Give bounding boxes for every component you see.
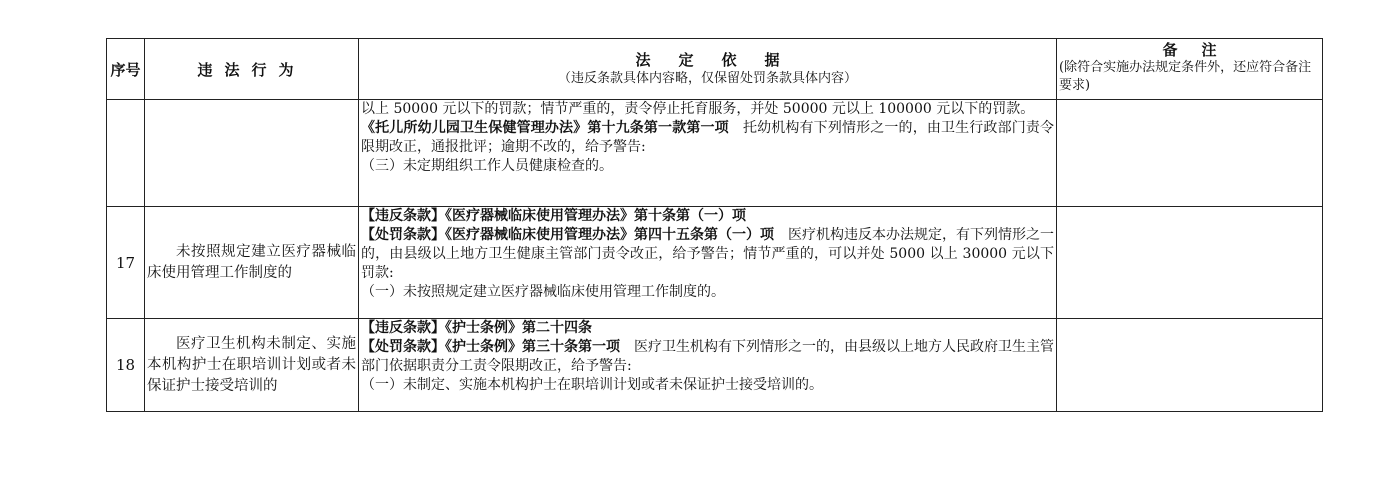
violation-clause: 【违反条款】《护士条例》第二十四条 [361,320,592,336]
header-note [1057,39,1323,100]
header-basis-title: 法定依据 [635,51,808,69]
row-seq: 17 [107,207,145,319]
basis-line [361,226,1054,283]
table-row [107,100,1323,207]
penalty-text: 医疗机构违反本办法规定，有下列情形之一的，由县级以上地方卫生健康主管部门责令改正，给予警告；情节严重的，可以并处 5000 以上 30000 元以下罚款: [361,227,1054,281]
header-act: 违法行为 [145,39,359,100]
row-act-text: 医疗卫生机构未制定、实施本机构护士在职培训计划或者未保证护士接受培训的 [147,335,356,394]
row-act [145,100,359,207]
row-note [1057,100,1323,207]
basis-line: 以上 50000 元以下的罚款；情节严重的，责令停止托育服务，并处 50000 元以上 100000 元以下的罚款。 [361,101,1035,117]
row-basis [359,319,1057,412]
penalty-text: 医疗卫生机构有下列情形之一的，由县级以上地方人民政府卫生主管部门依据职责分工责令限期改正，给予警告: [361,339,1054,374]
row-basis [359,100,1057,207]
basis-line [361,207,1054,226]
basis-line: （一）未制定、实施本机构护士在职培训计划或者未保证护士接受培训的。 [361,377,823,393]
row-note [1057,319,1323,412]
table-row [107,319,1323,412]
basis-line [361,338,1054,376]
penalty-clause: 【处罚条款】《医疗器械临床使用管理办法》第四十五条第（一）项 [361,227,774,243]
row-seq [107,100,145,207]
basis-clause-title: 《托儿所幼儿园卫生保健管理办法》第十九条第一款第一项 [361,120,729,136]
header-seq: 序号 [107,39,145,100]
penalty-clause: 【处罚条款】《护士条例》第三十条第一项 [361,339,620,355]
table-row [107,207,1323,319]
basis-line [361,319,1054,338]
row-act-text: 未按照规定建立医疗器械临床使用管理工作制度的 [147,243,356,281]
row-act [145,319,359,412]
basis-clause-text: 托幼机构有下列情形之一的，由卫生行政部门责令限期改正，通报批评；逾期不改的，给予警告: [361,120,1055,155]
row-note [1057,207,1323,319]
basis-line: （一）未按照规定建立医疗器械临床使用管理工作制度的。 [361,284,725,300]
violation-clause: 【违反条款】《医疗器械临床使用管理办法》第十条第（一）项 [361,208,746,224]
header-basis-sub: （违反条款具体内容略，仅保留处罚条款具体内容） [557,71,857,86]
row-basis [359,207,1057,319]
penalty-table [106,38,1323,412]
row-seq: 18 [107,319,145,412]
header-basis [359,39,1057,100]
row-act [145,207,359,319]
basis-line [361,119,1054,157]
header-note-title: 备注 [1162,41,1241,59]
header-note-sub: (除符合实施办法规定条件外，还应符合备注要求) [1059,60,1312,93]
table-header-row [107,39,1323,100]
basis-line: （三）未定期组织工作人员健康检查的。 [361,158,613,174]
